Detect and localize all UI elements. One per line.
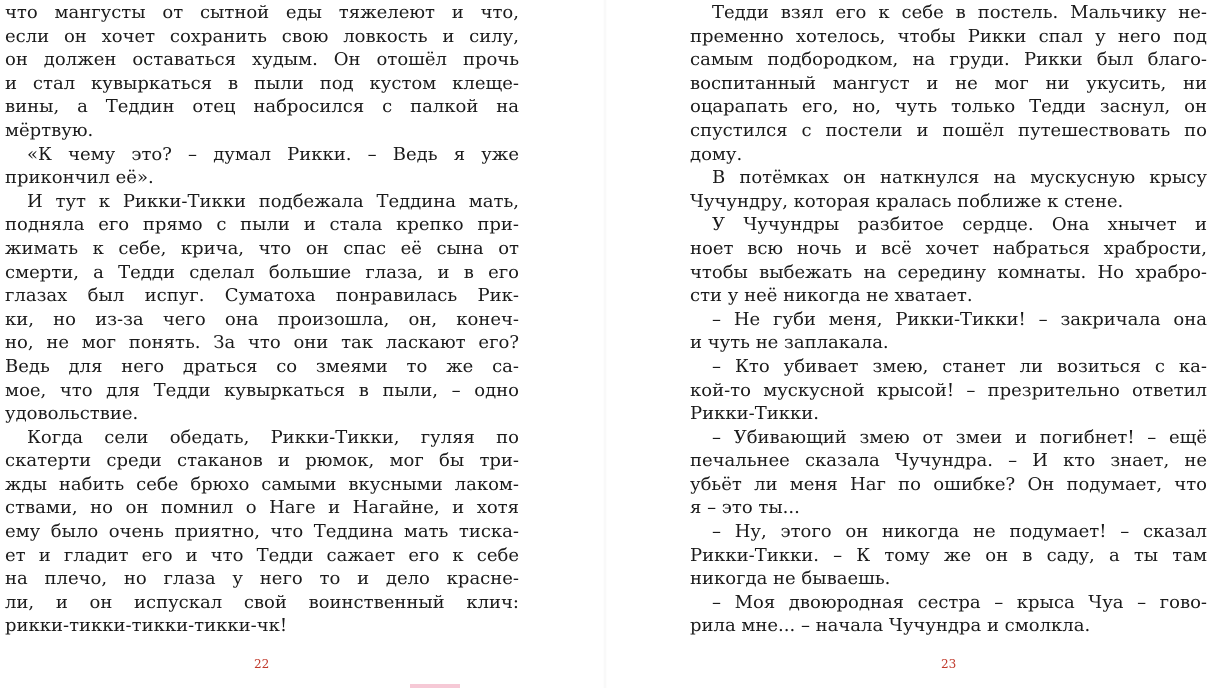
text-line: Когда сели обедать, Рикки-Тикки, гуляя по <box>27 426 519 448</box>
text-line: ки, но из-за чего она произошла, он, конеч- <box>5 308 519 330</box>
text-line: ноет всю ночь и всё хочет набраться храбрости, <box>690 237 1207 259</box>
text-line: И тут к Рикки-Тикки подбежала Теддина мать, <box>27 190 519 212</box>
left-page <box>0 0 605 688</box>
page-tab-marker <box>410 684 460 688</box>
left-page-text <box>5 1 519 638</box>
text-line: ли, и он испускал свой воинственный клич: <box>5 591 519 613</box>
text-line: печальнее сказала Чучундра. – И кто знает, не <box>690 450 1207 472</box>
left-page-number: 22 <box>254 657 270 671</box>
text-line: вины, а Теддин отец набросился с палкой на <box>5 96 519 118</box>
text-line: спустился с постели и пошёл путешествовать по <box>690 119 1207 141</box>
text-line: он должен оставаться худым. Он отошёл прочь <box>5 49 519 71</box>
text-line: чтобы выбежать на середину комнаты. Но храбро- <box>690 261 1207 283</box>
text-line: воспитанный мангуст и не мог ни укусить, ни <box>690 72 1207 94</box>
text-line: кой-то мускусной крысой! – презрительно ответил <box>690 379 1207 401</box>
text-line: Тедди взял его к себе в постель. Мальчику не- <box>712 2 1207 23</box>
text-line: никогда не бываешь. <box>690 568 891 590</box>
text-line: но, не мог понять. За что они так ласкают его? <box>5 332 519 354</box>
text-line: убьёт ли меня Наг по ошибке? Он подумает, что <box>690 473 1207 495</box>
text-line: – Кто убивает змею, станет ли возиться с ка- <box>712 355 1207 377</box>
text-line: Ведь для него драться со змеями то же са- <box>5 355 519 377</box>
text-line: удовольствие. <box>5 403 139 425</box>
text-line: если он хочет сохранить свою ловкость и силу, <box>5 25 519 47</box>
right-page-number: 23 <box>941 657 957 671</box>
text-line: Рикки-Тикки. – К тому же он в саду, а ты там <box>690 544 1207 566</box>
text-line: самым подбородком, на груди. Рикки был благо- <box>690 49 1207 71</box>
text-line: и стал кувыркаться в пыли под кустом клеще- <box>5 72 519 94</box>
text-line: Рикки-Тикки. <box>690 403 819 425</box>
text-line: В потёмках он наткнулся на мускусную крысу <box>712 167 1207 189</box>
text-line: ет и гладит его и что Тедди сажает его к себе <box>5 544 519 566</box>
text-line: – Убивающий змею от змеи и погибнет! – ещё <box>712 426 1207 448</box>
text-line: оцарапать его, но, чуть только Тедди заснул, он <box>690 96 1207 118</box>
text-line: – Не губи меня, Рикки-Тикки! – закричала она <box>712 308 1207 330</box>
text-line: я – это ты... <box>690 497 800 519</box>
text-line: на плечо, но глаза у него то и дело красне- <box>5 568 519 590</box>
text-line: что мангусты от сытной еды тяжелеют и что, <box>5 2 519 23</box>
text-line: жды набить себе брюхо самыми вкусными лаком- <box>5 473 519 495</box>
right-page-text <box>690 1 1207 638</box>
text-line: ему было очень приятно, что Теддина мать тиска- <box>5 521 519 543</box>
text-line: рикки-тикки-тикки-тикки-чк! <box>5 615 288 637</box>
text-line: рила мне... – начала Чучундра и смолкла. <box>690 615 1091 637</box>
right-page <box>606 0 1211 688</box>
text-line: скатерти среди стаканов и рюмок, мог бы три- <box>5 450 519 472</box>
text-line: прикончил её». <box>5 167 154 189</box>
text-line: «К чему это? – думал Рикки. – Ведь я уже <box>27 143 519 165</box>
text-line: – Моя двоюродная сестра – крыса Чуа – гово- <box>712 591 1207 613</box>
text-line: пременно хотелось, чтобы Рикки спал у него под <box>690 25 1207 47</box>
text-line: Чучундру, которая кралась поближе к стене. <box>690 190 1124 212</box>
text-line: смерти, а Тедди сделал большие глаза, и в его <box>5 261 519 283</box>
text-line: сти у неё никогда не хватает. <box>690 285 973 307</box>
text-line: мёртвую. <box>5 119 94 141</box>
text-line: дому. <box>690 143 743 165</box>
text-line: жимать к себе, крича, что он спас её сына от <box>5 237 519 259</box>
text-line: и чуть не заплакала. <box>690 332 889 354</box>
text-line: подняла его прямо с пыли и стала крепко при- <box>5 214 519 236</box>
text-line: глазах был испуг. Суматоха понравилась Рик- <box>5 285 519 307</box>
text-line: – Ну, этого он никогда не подумает! – сказал <box>712 521 1207 543</box>
text-line: ствами, но он помнил о Наге и Нагайне, и хотя <box>5 497 519 519</box>
text-line: У Чучундры разбитое сердце. Она хнычет и <box>712 214 1207 236</box>
text-line: мое, что для Тедди кувыркаться в пыли, – одно <box>5 379 519 401</box>
